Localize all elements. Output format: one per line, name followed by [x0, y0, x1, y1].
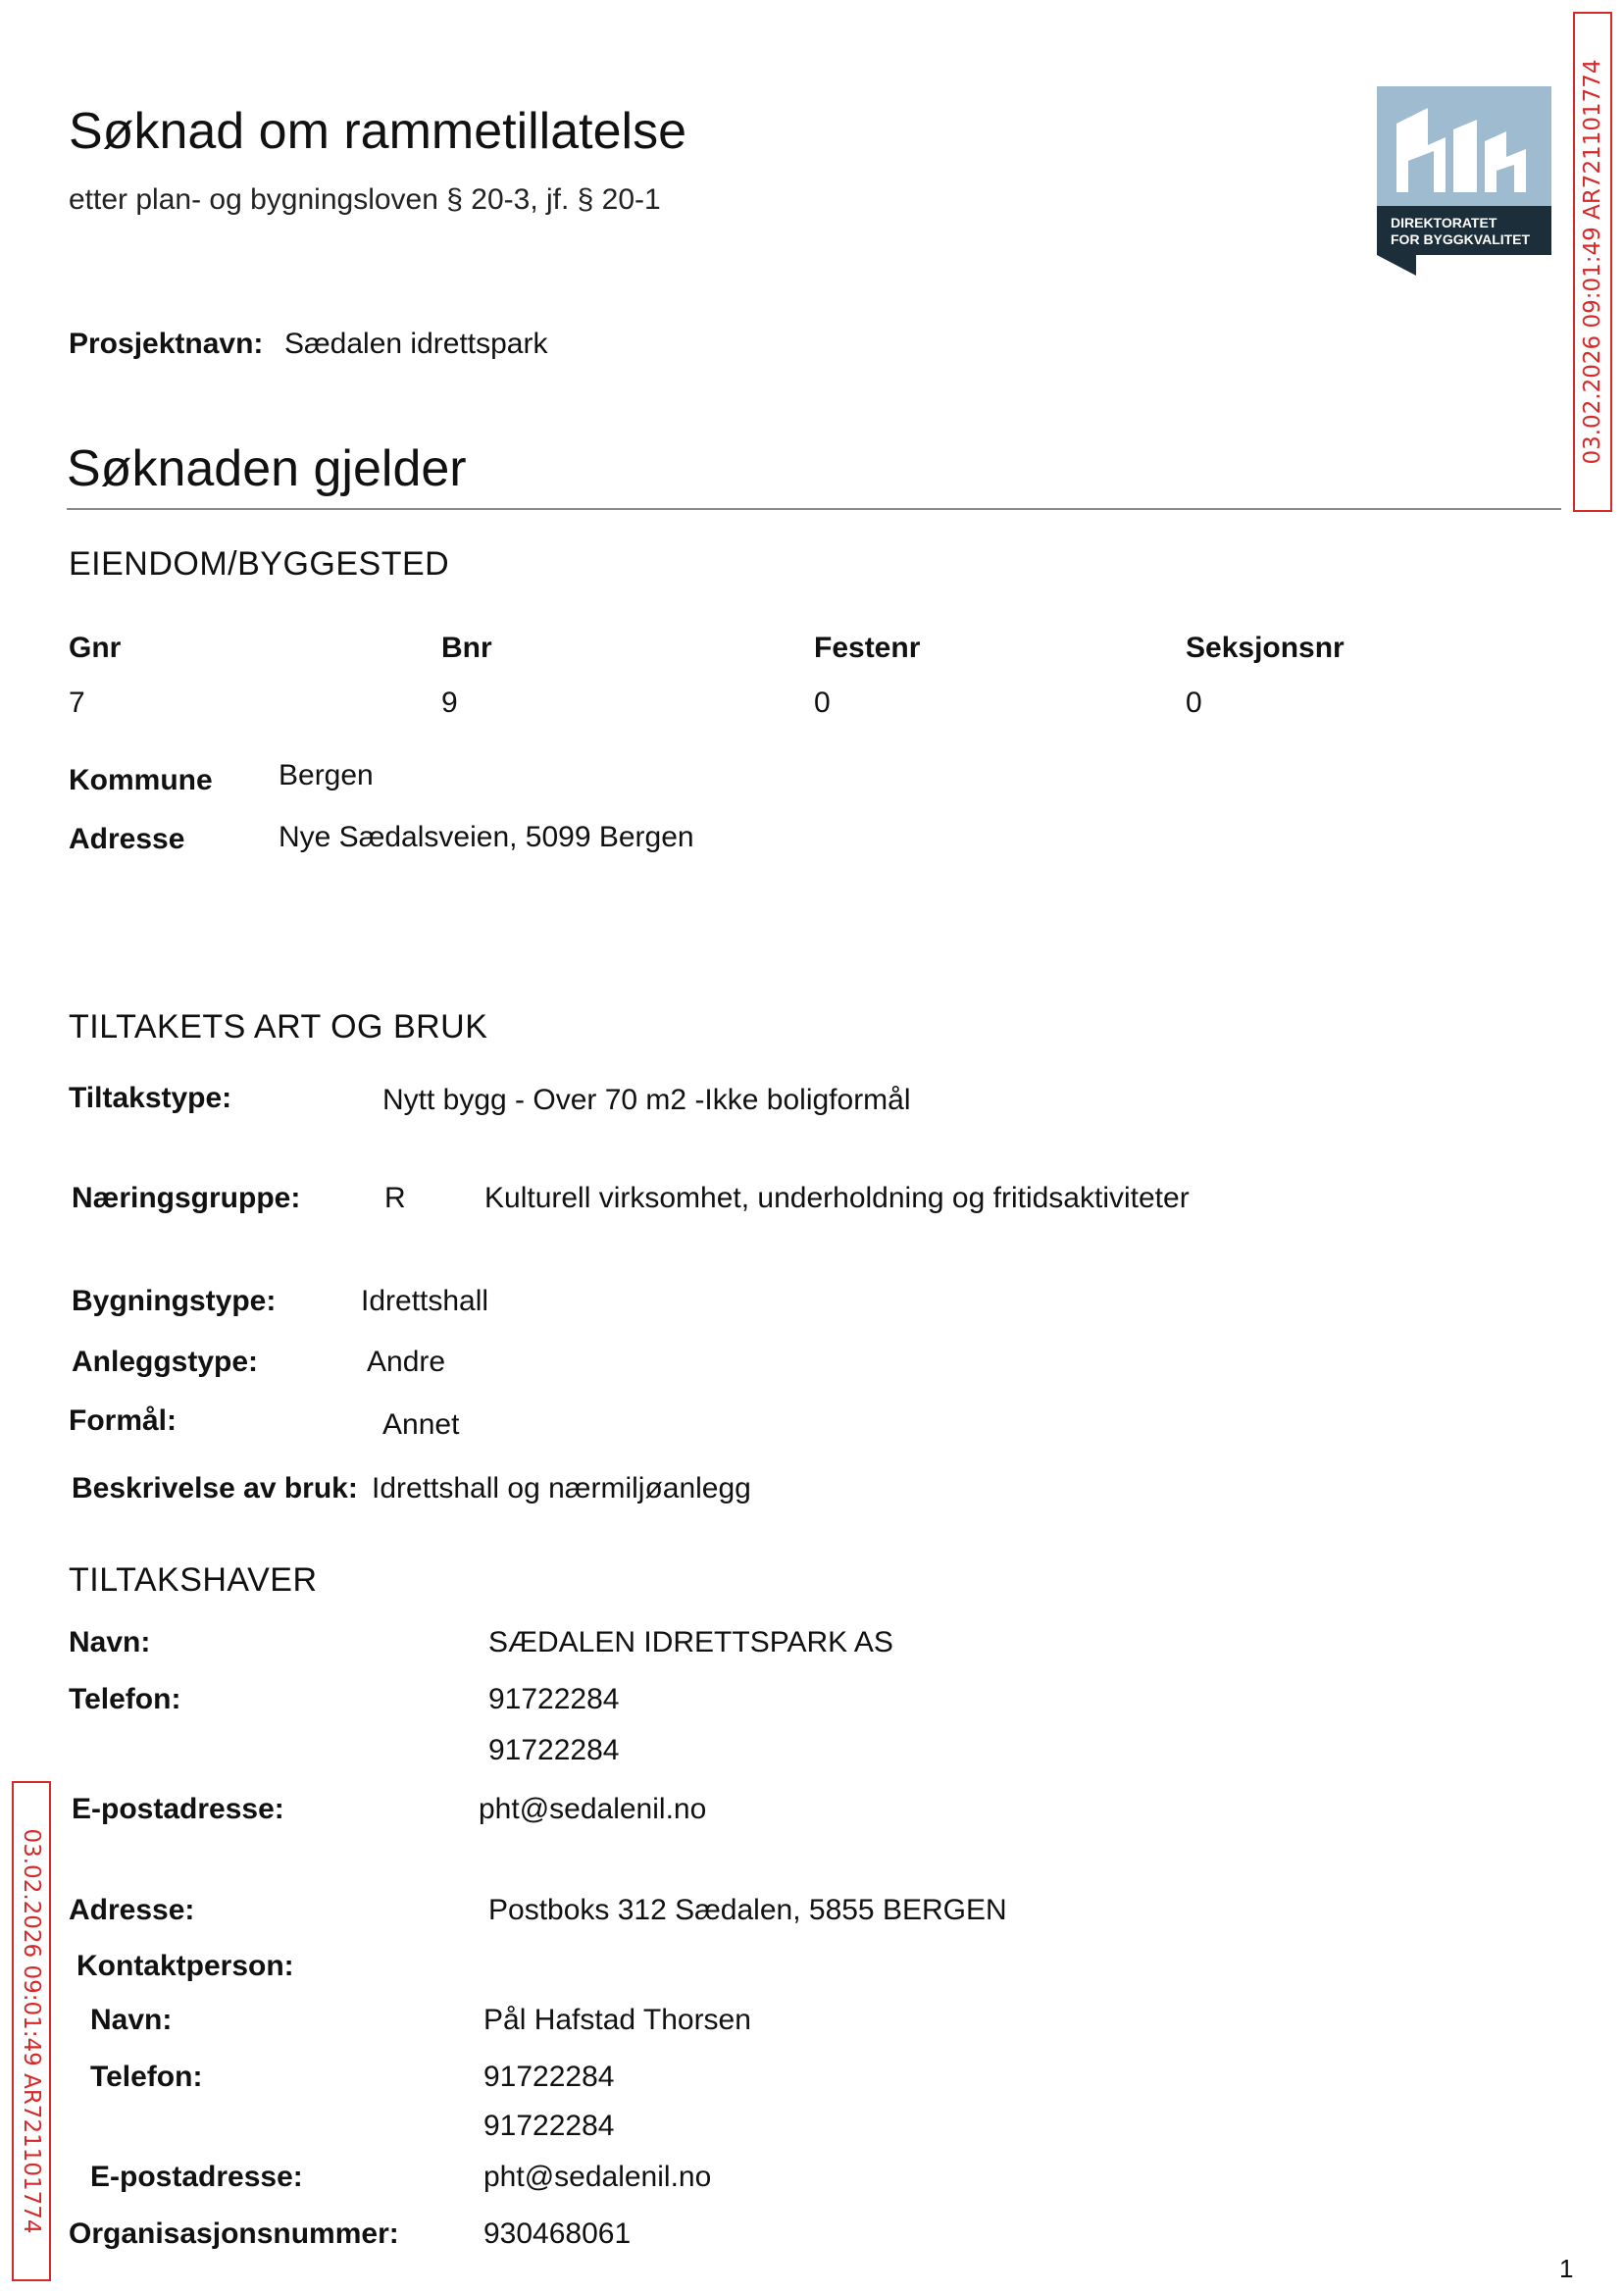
tiltakshaver-adresse-label: Adresse:	[69, 1894, 195, 1926]
naeringsgruppe-value: Kulturell virksomhet, underholdning og fritidsaktiviteter	[484, 1182, 1190, 1214]
stamp-text: 03.02.2026 09:01:49 AR721101774	[1580, 59, 1605, 465]
anleggstype-value: Andre	[367, 1346, 446, 1378]
subsection-heading-tiltakshaver: TILTAKSHAVER	[69, 1561, 318, 1599]
stamp-text: 03.02.2026 09:01:49 AR721101774	[19, 1828, 44, 2234]
tiltakshaver-epost-label: E-postadresse:	[72, 1793, 284, 1825]
beskrivelse-label: Beskrivelse av bruk:	[72, 1472, 358, 1504]
bnr-label: Bnr	[441, 632, 492, 664]
dibk-logo-mark	[1377, 86, 1551, 276]
tiltakstype-label: Tiltakstype:	[69, 1082, 232, 1114]
kontaktperson-telefon-value-1: 91722284	[483, 2061, 615, 2093]
tiltakshaver-telefon-value-2: 91722284	[488, 1734, 620, 1766]
kontaktperson-navn-value: Pål Hafstad Thorsen	[483, 2004, 751, 2036]
seksjonsnr-value: 0	[1186, 687, 1202, 719]
tiltakshaver-navn-value: SÆDALEN IDRETTSPARK AS	[488, 1626, 893, 1658]
kontaktperson-label: Kontaktperson:	[76, 1950, 294, 1982]
bnr-value: 9	[441, 687, 458, 719]
bygningstype-value: Idrettshall	[361, 1285, 489, 1317]
dibk-logo	[1377, 86, 1551, 276]
kontaktperson-epost-label: E-postadresse:	[90, 2161, 303, 2193]
kontaktperson-epost-value: pht@sedalenil.no	[483, 2161, 712, 2193]
beskrivelse-value: Idrettshall og nærmiljøanlegg	[372, 1472, 751, 1504]
bygningstype-label: Bygningstype:	[72, 1285, 277, 1317]
anleggstype-label: Anleggstype:	[72, 1346, 259, 1378]
formaal-value: Annet	[382, 1408, 460, 1441]
kontaktperson-telefon-label: Telefon:	[90, 2061, 203, 2093]
kommune-label: Kommune	[69, 764, 213, 796]
project-label: Prosjektnavn:	[69, 328, 264, 360]
document-subtitle: etter plan- og bygningsloven § 20-3, jf. § 20-1	[69, 183, 661, 216]
stamp-bottom-left	[12, 1781, 51, 2281]
tiltakshaver-telefon-label: Telefon:	[69, 1683, 181, 1715]
organisasjonsnummer-value: 930468061	[483, 2218, 632, 2250]
section-heading-soknaden: Søknaden gjelder	[67, 440, 467, 497]
stamp-top-right	[1573, 12, 1612, 512]
tiltakshaver-adresse-value: Postboks 312 Sædalen, 5855 BERGEN	[488, 1894, 1007, 1926]
subsection-heading-eiendom: EIENDOM/BYGGESTED	[69, 545, 450, 583]
gnr-label: Gnr	[69, 632, 122, 664]
seksjonsnr-label: Seksjonsnr	[1186, 632, 1345, 664]
project-value: Sædalen idrettspark	[284, 328, 548, 360]
kontaktperson-telefon-value-2: 91722284	[483, 2110, 615, 2142]
logo-text-2: FOR BYGGKVALITET	[1391, 231, 1531, 247]
organisasjonsnummer-label: Organisasjonsnummer:	[69, 2218, 399, 2250]
tiltakstype-value: Nytt bygg - Over 70 m2 -Ikke boligformål	[382, 1084, 911, 1116]
adresse-label: Adresse	[69, 823, 185, 855]
naeringsgruppe-label: Næringsgruppe:	[72, 1182, 301, 1214]
kommune-value: Bergen	[279, 759, 374, 791]
logo-text-1: DIREKTORATET	[1391, 215, 1497, 230]
kontaktperson-navn-label: Navn:	[90, 2004, 173, 2036]
subsection-heading-tiltak: TILTAKETS ART OG BRUK	[69, 1008, 488, 1045]
formaal-label: Formål:	[69, 1404, 178, 1437]
naeringsgruppe-code: R	[384, 1182, 406, 1214]
tiltakshaver-telefon-value-1: 91722284	[488, 1683, 620, 1715]
gnr-value: 7	[69, 687, 85, 719]
festenr-label: Festenr	[814, 632, 921, 664]
tiltakshaver-epost-value: pht@sedalenil.no	[479, 1793, 707, 1825]
document-title: Søknad om rammetillatelse	[69, 103, 686, 160]
page-number: 1	[1559, 2254, 1574, 2283]
section-divider	[67, 508, 1561, 510]
adresse-value: Nye Sædalsveien, 5099 Bergen	[279, 821, 694, 853]
festenr-value: 0	[814, 687, 831, 719]
tiltakshaver-navn-label: Navn:	[69, 1626, 151, 1658]
